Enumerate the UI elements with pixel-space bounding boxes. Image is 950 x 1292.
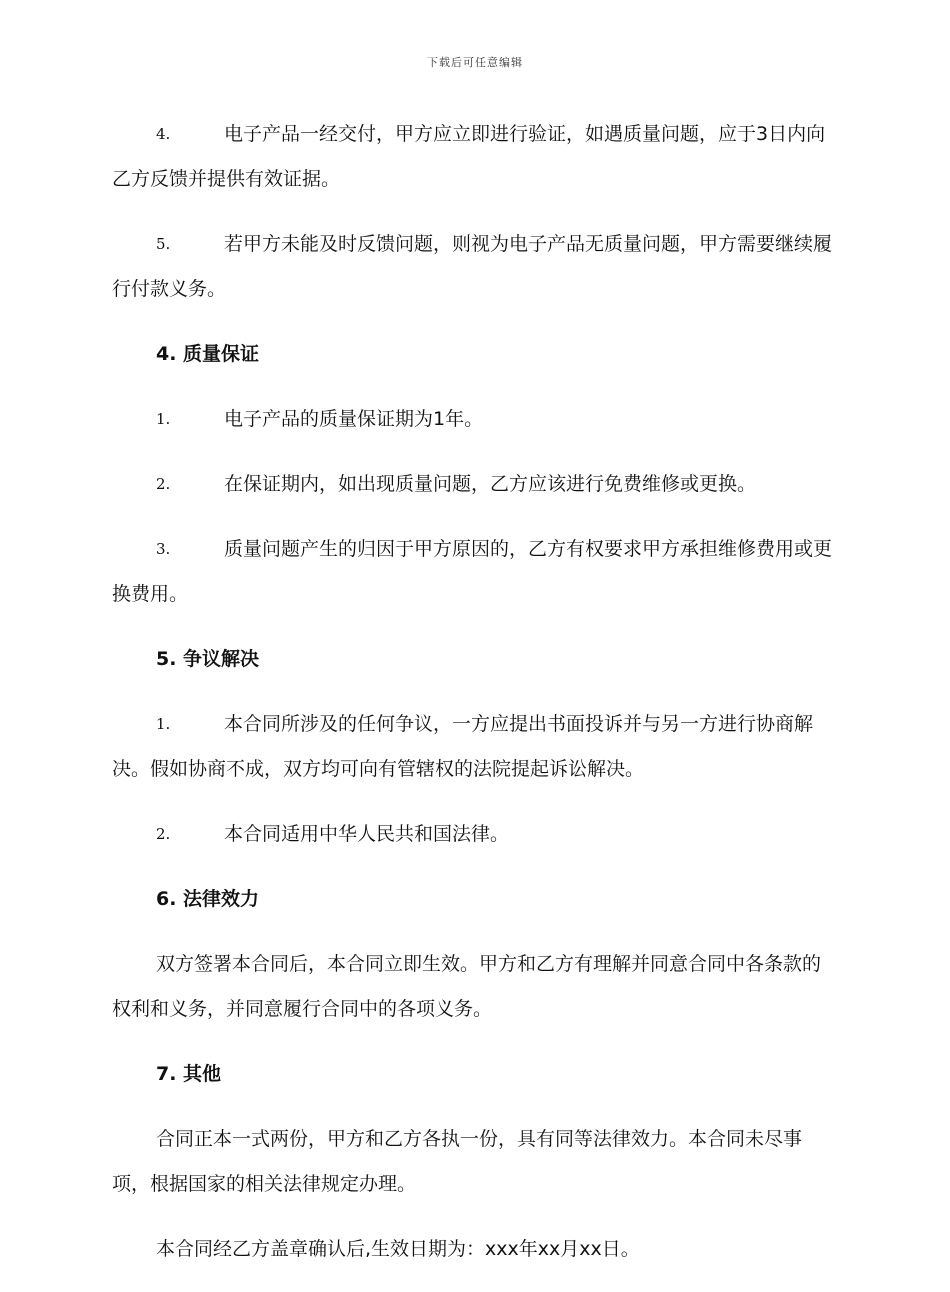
header-note: 下载后可任意编辑 — [427, 56, 523, 69]
section-heading-other: 7. 其他 — [156, 1063, 222, 1085]
legal-effect-paragraph: 双方签署本合同后，本合同立即生效。甲方和乙方有理解并同意合同中各条款的权利和义务，并同意履行合同中的各项义务。 — [112, 953, 822, 1020]
clause-number: 4. — [156, 125, 171, 143]
document-content — [112, 112, 834, 1292]
clause-number: 1. — [156, 715, 171, 733]
clause-text: 电子产品的质量保证期为1年。 — [224, 408, 484, 430]
clause-text: 本合同所涉及的任何争议，一方应提出书面投诉并与另一方进行协商解决。假如协商不成，双方均可向有管辖权的法院提起诉讼解决。 — [112, 713, 814, 780]
clause-number: 5. — [156, 235, 171, 253]
clause-text: 质量问题产生的归因于甲方原因的，乙方有权要求甲方承担维修费用或更换费用。 — [112, 538, 833, 605]
clause-3-5 — [112, 222, 834, 312]
clause-text: 本合同适用中华人民共和国法律。 — [224, 823, 510, 845]
clause-number: 1. — [156, 410, 171, 428]
clause-text: 电子产品一经交付，甲方应立即进行验证，如遇质量问题，应于3日内向乙方反馈并提供有效证据。 — [112, 123, 826, 190]
effective-date-paragraph: 本合同经乙方盖章确认后,生效日期为：xxx年xx月xx日。 — [156, 1238, 640, 1260]
clause-text: 在保证期内，如出现质量问题，乙方应该进行免费维修或更换。 — [224, 473, 757, 495]
clause-5-2 — [112, 812, 834, 857]
section-heading-dispute-resolution: 5. 争议解决 — [156, 648, 260, 670]
clause-4-2 — [112, 462, 834, 507]
other-paragraph: 合同正本一式两份，甲方和乙方各执一份，具有同等法律效力。本合同未尽事项，根据国家的相关法律规定办理。 — [112, 1128, 803, 1195]
clause-4-1 — [112, 397, 834, 442]
section-heading-legal-effect: 6. 法律效力 — [156, 888, 260, 910]
clause-4-3 — [112, 527, 834, 617]
clause-number: 3. — [156, 540, 171, 558]
clause-5-1 — [112, 702, 834, 792]
clause-number: 2. — [156, 475, 171, 493]
clause-3-4 — [112, 112, 834, 202]
clause-number: 2. — [156, 825, 171, 843]
clause-text: 若甲方未能及时反馈问题，则视为电子产品无质量问题，甲方需要继续履行付款义务。 — [112, 233, 833, 300]
section-heading-quality-guarantee: 4. 质量保证 — [156, 343, 260, 365]
